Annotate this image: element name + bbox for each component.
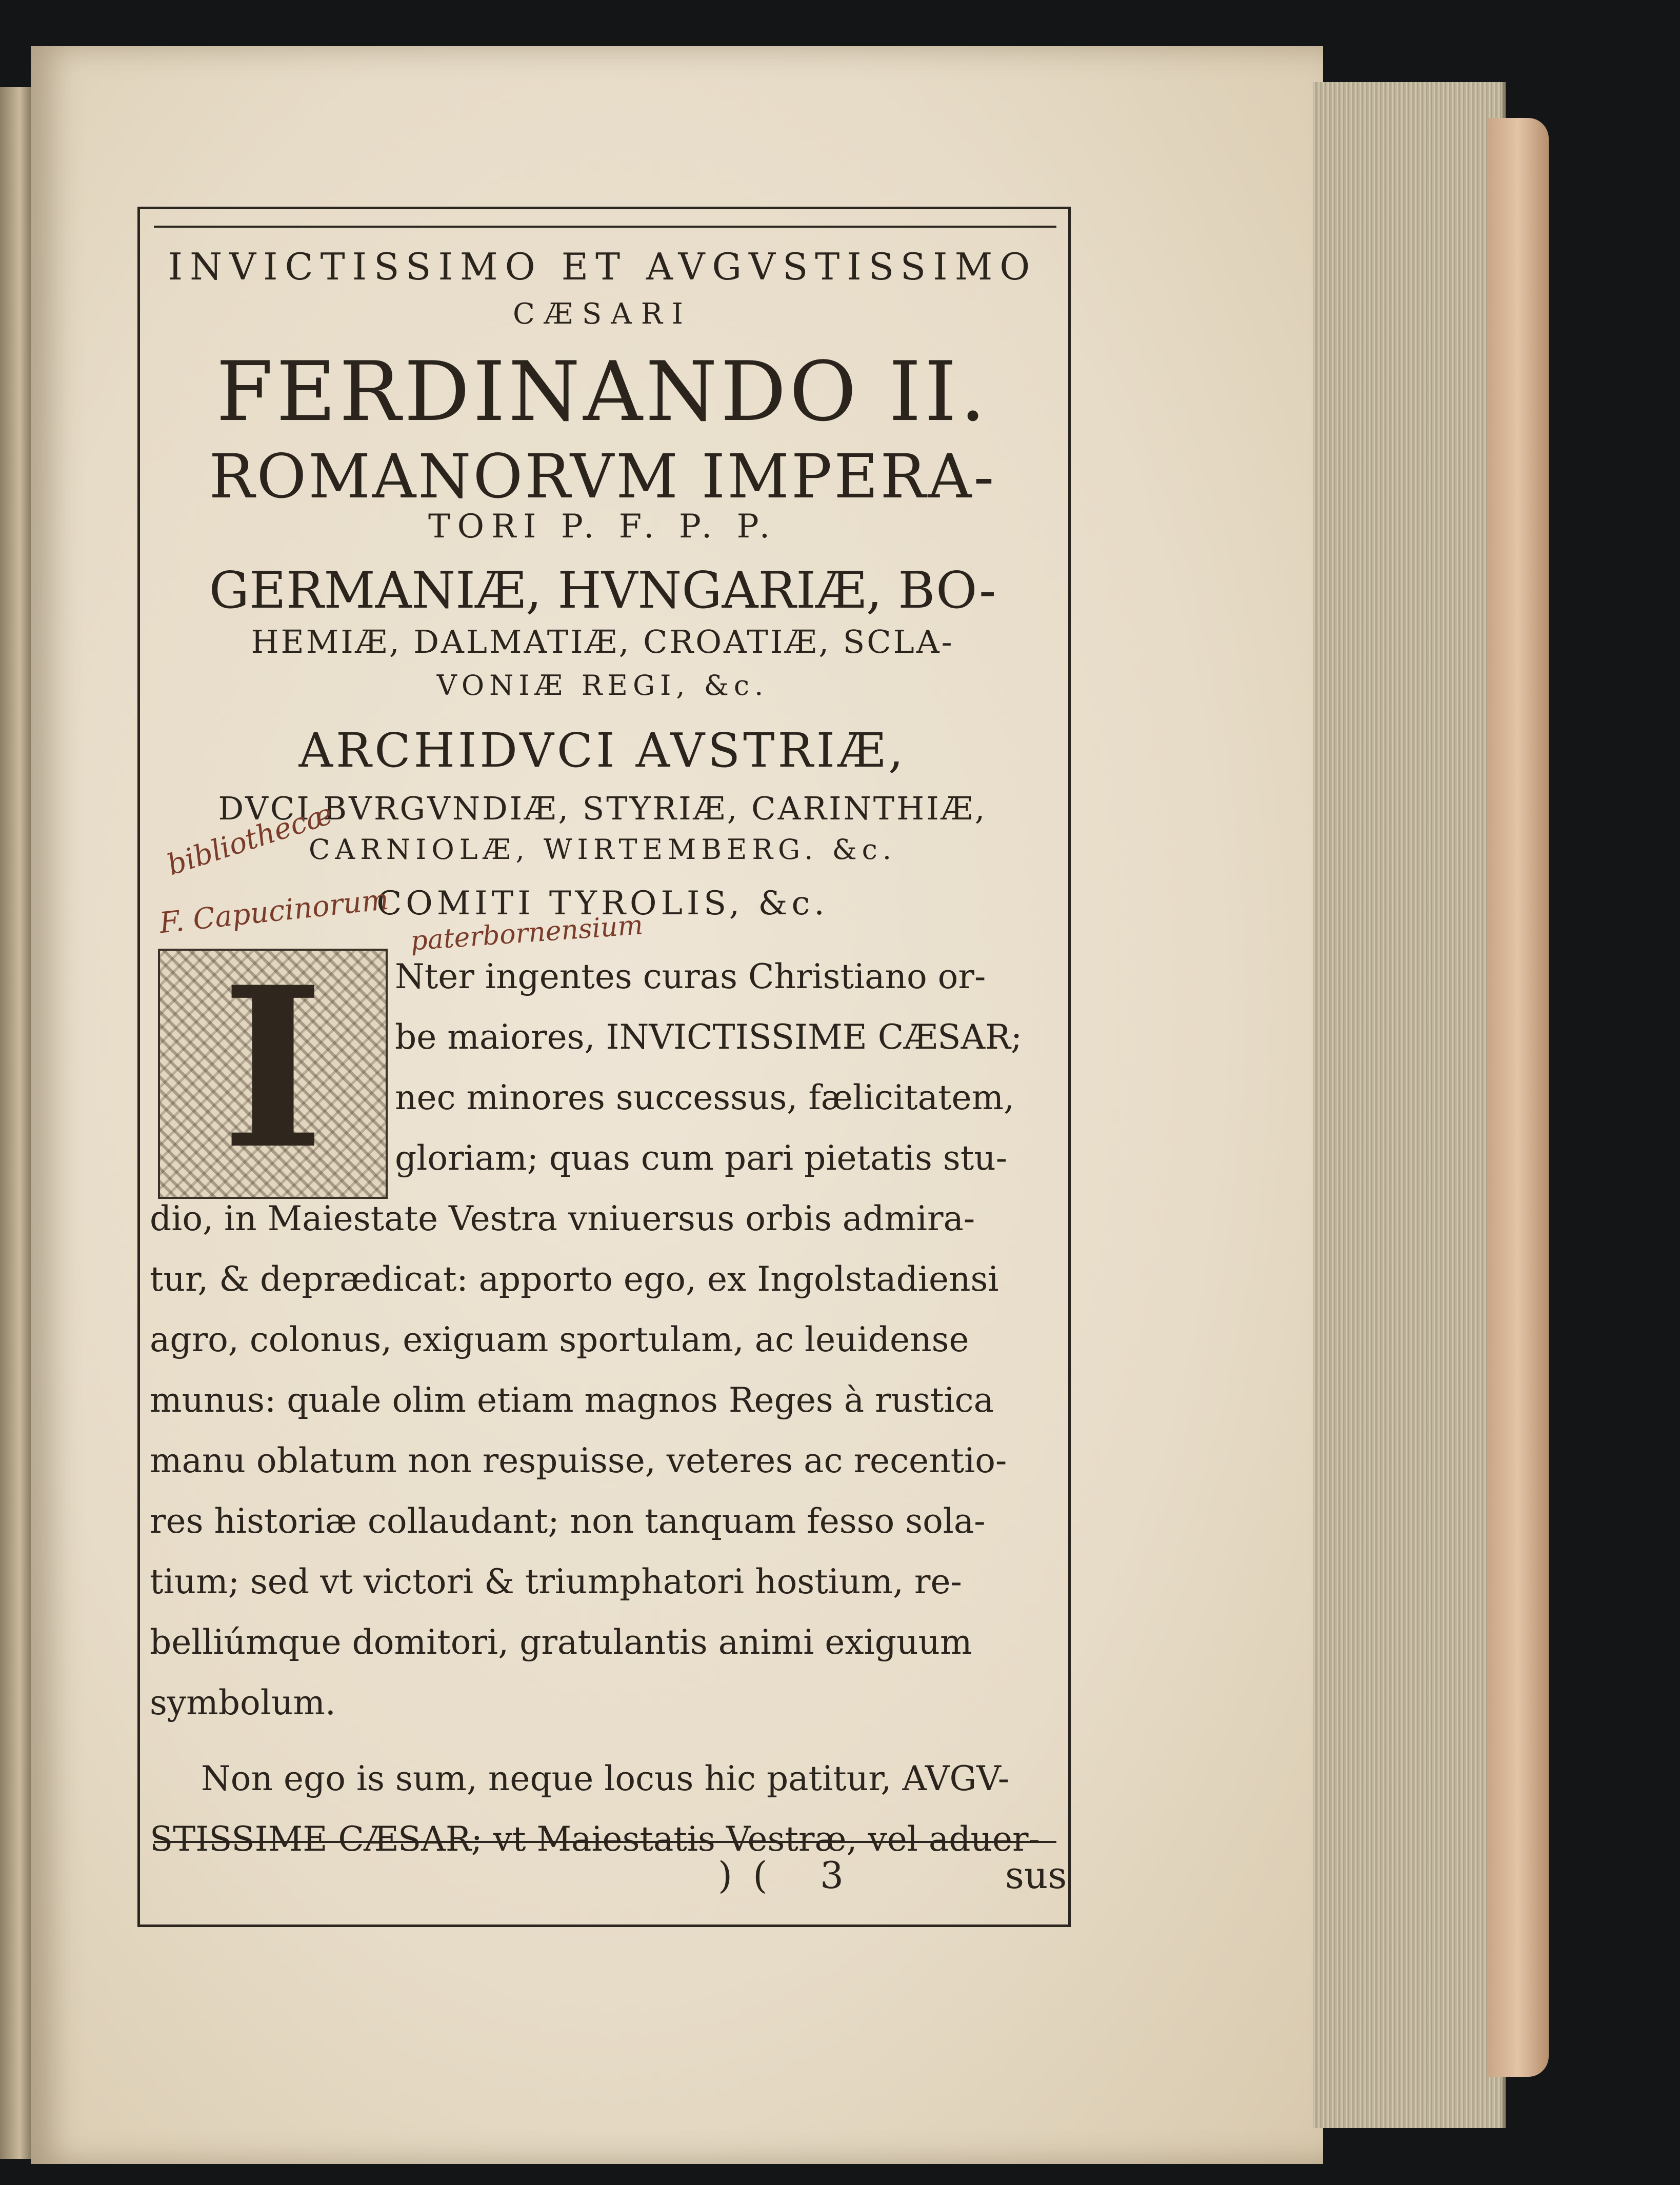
dedication-line-10: DVCI BVRGVNDIÆ, STYRIÆ, CARINTHIÆ, — [218, 790, 987, 827]
drop-cap-letter: I — [221, 939, 325, 1198]
body-line: tur, & deprædicat: apporto ego, ex Ingolstadiensi — [150, 1259, 999, 1299]
dedication-line-5: TORI P. F. P. P. — [428, 508, 777, 546]
dedication-line-4: ROMANORVM IMPERA- — [209, 441, 996, 512]
dedication-title-ferdinando: FERDINANDO II. — [216, 344, 989, 439]
body-line: belliúmque domitori, gratulantis animi exiguum — [150, 1622, 972, 1662]
body-line: be maiores, INVICTISSIME CÆSAR; — [395, 1017, 1023, 1057]
body-line: munus: quale olim etiam magnos Reges à rustica — [150, 1380, 994, 1420]
dedication-line-11: CARNIOLÆ, WIRTEMBERG. &c. — [308, 833, 897, 866]
body-line: res historiæ collaudant; non tanquam fesso sola- — [150, 1501, 986, 1541]
body-line: STISSIME CÆSAR; vt Maiestatis Vestræ, vel aduer- — [150, 1819, 1040, 1859]
body-line: agro, colonus, exiguam sportulam, ac leuidense — [150, 1320, 969, 1359]
handwritten-annotation: F. Capucinorum — [157, 883, 391, 940]
handwritten-annotation: paterbornensium — [409, 910, 644, 957]
dedication-line-1: INVICTISSIMO ET AVGVSTISSIMO — [168, 245, 1037, 288]
body-line: Non ego is sum, neque locus hic patitur, AVGV- — [201, 1759, 1010, 1798]
body-line: tium; sed vt victori & triumphatori hostium, re- — [150, 1562, 962, 1601]
body-line: symbolum. — [150, 1683, 336, 1722]
dedication-line-6: GERMANIÆ, HVNGARIÆ, BO- — [209, 562, 996, 620]
top-rule — [154, 226, 1056, 228]
body-line: Nter ingentes curas Christiano or- — [395, 957, 986, 996]
body-line: dio, in Maiestate Vestra vniuersus orbis admira- — [150, 1199, 975, 1238]
ornamental-drop-cap — [158, 939, 388, 1199]
body-line: nec minores successus, fælicitatem, — [395, 1078, 1015, 1117]
book-cover-edge — [1487, 118, 1549, 2077]
page-stack-edge — [1313, 82, 1506, 2128]
handwritten-annotation: bibliothecæ — [163, 797, 337, 883]
dedication-line-2: CÆSARI — [513, 297, 692, 331]
dedication-line-12: COMITI TYROLIS, &c. — [376, 885, 829, 923]
body-line: gloriam; quas cum pari pietatis stu- — [395, 1138, 1008, 1178]
signature-mark: )( 3 — [718, 1854, 864, 1897]
dedication-line-8: VONIÆ REGI, &c. — [436, 669, 769, 701]
dedication-line-9: ARCHIDVCI AVSTRIÆ, — [298, 723, 907, 778]
catchword: sus — [1005, 1854, 1067, 1897]
body-line: manu oblatum non respuisse, veteres ac recentio- — [150, 1441, 1007, 1480]
dedication-line-7: HEMIÆ, DALMATIÆ, CROATIÆ, SCLA- — [251, 623, 954, 660]
